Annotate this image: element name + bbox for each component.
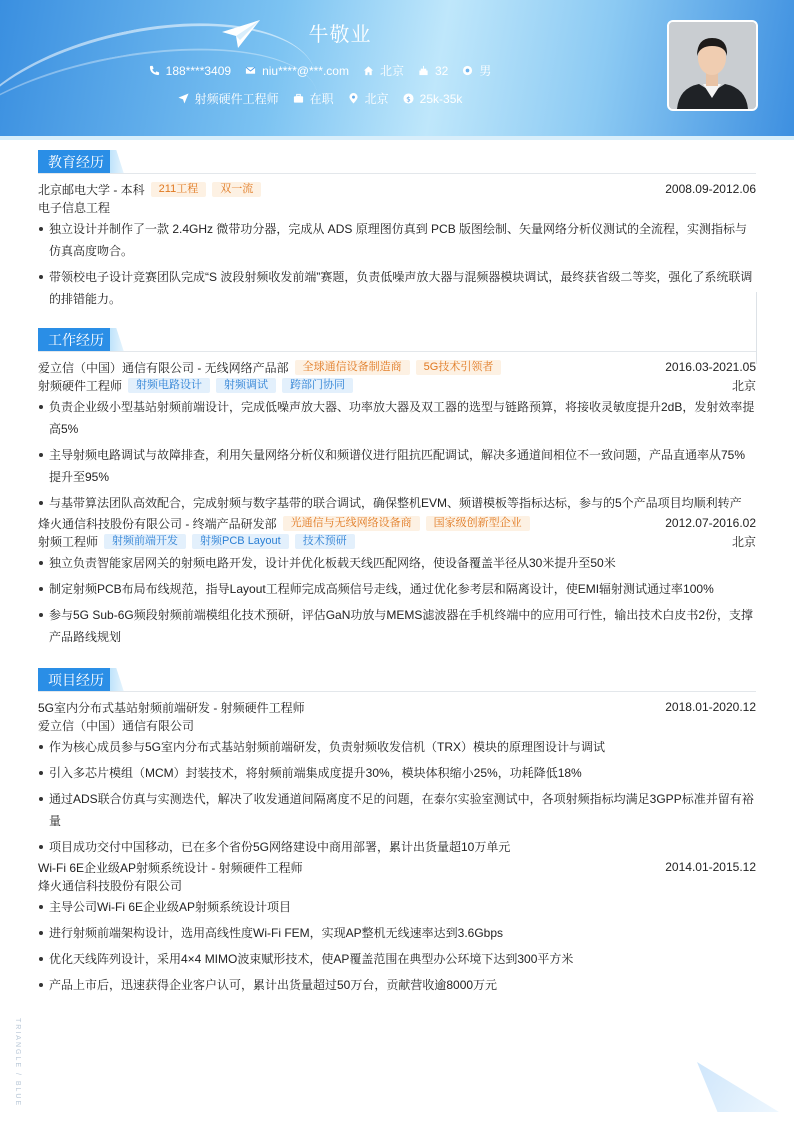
age-text: 32 [434,63,449,78]
skill-tag: 射频电路设计 [128,378,210,393]
list-item: 独立负责智能家居网关的射频电路开发，设计并优化板载天线匹配网络，使设备覆盖半径从30米提升至50米 [38,552,756,574]
entry-date: 2016.03-2021.05 [665,360,756,374]
project-title: 5G室内分布式基站射频前端研发 - 射频硬件工程师 [38,700,305,715]
job-intent-row [0,90,660,107]
entry-subheader-row [38,532,756,550]
skill-tag: 技术预研 [295,534,355,549]
list-item: 参与5G Sub-6G频段射频前端模组化技术预研，评估GaN功放与MEMS滤波器在手机终端中的应用可行性，输出技术白皮书2份，支撑产品路线规划 [38,604,756,648]
education-heading: 教育经历 [38,150,114,174]
entry-header-row [38,858,756,876]
phone-item [149,62,231,79]
target-job-item [178,90,279,107]
skill-tag: 射频调试 [216,378,276,393]
list-item: 主导公司Wi-Fi 6E企业级AP射频系统设计项目 [38,896,756,918]
project-company: 爱立信（中国）通信有限公司 [38,718,195,733]
heading-triangle-decor [110,668,124,692]
job-role: 射频硬件工程师 [38,378,123,393]
school-tag: 双一流 [212,182,261,197]
school-tag: 211工程 [151,182,207,197]
section-title [38,150,756,174]
entry-date: 2014.01-2015.12 [665,860,756,874]
entry-subheader-row [38,198,756,216]
company-tag: 5G技术引领者 [416,360,502,375]
company-tag: 国家级创新型企业 [426,516,530,531]
list-item: 独立设计并制作了一款 2.4GHz 微带功分器，完成从 ADS 原理图仿真到 PCB 版图绘制、矢量网络分析仪测试的全流程，实测指标与仿真高度吻合。 [38,218,756,262]
company-tag: 全球通信设备制造商 [295,360,410,375]
entry-header-row [38,698,756,716]
candidate-name: 牛敬业 [308,24,372,46]
gender-icon [462,65,473,76]
project-entry [38,858,756,996]
bullet-list [38,736,756,858]
svg-text:$: $ [405,94,411,104]
bullet-list [38,218,756,310]
mail-icon [245,65,256,76]
salary-text: 25k-35k [419,91,463,106]
school-name: 北京邮电大学 - 本科 [38,182,145,197]
phone-icon [149,65,160,76]
city-text: 北京 [379,64,404,78]
projects-section [38,668,756,1000]
skill-tag: 跨部门协同 [282,378,353,393]
skill-tag: 射频前端开发 [104,534,186,549]
list-item: 作为核心成员参与5G室内分布式基站射频前端研发，负责射频收发信机（TRX）模块的原理图设计与调试 [38,736,756,758]
person-avatar-icon [669,22,756,109]
heading-triangle-decor [110,328,124,352]
entry-subheader-row [38,716,756,734]
work-entry [38,358,756,514]
work-entry [38,514,756,648]
status-item [293,90,334,107]
list-item: 制定射频PCB布局布线规范，指导Layout工程师完成高频信号走线，通过优化参考层和隔离设计，使EMI辐射测试通过率100% [38,578,756,600]
bullet-list [38,552,756,648]
list-item: 项目成功交付中国移动，已在多个省份5G网络建设中商用部署，累计出货量超10万单元 [38,836,756,858]
target-job-text: 射频硬件工程师 [194,92,279,106]
project-entry [38,698,756,858]
work-section [38,328,756,652]
list-item: 带领校电子设计竞赛团队完成“S 波段射频收发前端”赛题，负责低噪声放大器与混频器模块调试，最终获省级二等奖，强化了系统联调的排错能力。 [38,266,756,310]
section-divider [38,351,756,352]
list-item: 优化天线阵列设计，采用4×4 MIMO波束赋形技术，使AP覆盖范围在典型办公环境下达到300平方米 [38,948,756,970]
entry-date: 2018.01-2020.12 [665,700,756,714]
list-item: 进行射频前端架构设计，选用高线性度Wi-Fi FEM，实现AP整机无线速率达到3.6Gbps [38,922,756,944]
entry-subheader-row [38,876,756,894]
corner-triangle-decor [697,1062,779,1112]
target-city-text: 北京 [364,92,389,106]
bullet-list [38,396,756,514]
entry-date: 2008.09-2012.06 [665,182,756,196]
major-name: 电子信息工程 [38,200,111,215]
section-divider [38,691,756,692]
email-item [245,62,349,79]
salary-item [403,90,463,107]
briefcase-icon [293,93,304,104]
bullet-list [38,896,756,996]
target-city-item [348,90,389,107]
entry-header-row [38,514,756,532]
education-entry [38,180,756,310]
watermark-text: TRIANGLE / BLUE [14,1018,21,1108]
contact-row [0,62,660,79]
heading-triangle-decor [110,150,124,174]
entry-header-row [38,358,756,376]
email-text: niu****@***.com [262,63,349,78]
section-title [38,328,756,352]
age-item [418,62,448,79]
gender-text: 男 [479,64,492,78]
company-name: 爱立信（中国）通信有限公司 - 无线网络产品部 [38,360,289,375]
job-location: 北京 [731,534,756,549]
list-item: 主导射频电路调试与故障排查，利用矢量网络分析仪和频谱仪进行阻抗匹配调试，解决多通道间相位不一致问题，产品直通率从75%提升至95% [38,444,756,488]
entry-subheader-row [38,376,756,394]
decor-vertical-line [756,292,757,364]
project-title: Wi-Fi 6E企业级AP射频系统设计 - 射频硬件工程师 [38,860,303,875]
header-bottom-stripe [0,136,794,140]
status-text: 在职 [309,92,334,106]
location-pin-icon [348,93,359,104]
profile-photo [667,20,758,111]
list-item: 通过ADS联合仿真与实测迭代，解决了收发通道间隔离度不足的问题，在泰尔实验室测试中，各项射频指标均满足3GPP标准并留有裕量 [38,788,756,832]
gender-item [462,62,491,79]
list-item: 引入多芯片模组（MCM）封装技术，将射频前端集成度提升30%，模块体积缩小25%，功耗降低18% [38,762,756,784]
entry-header-row [38,180,756,198]
city-item [363,62,404,79]
education-section [38,150,756,314]
company-tag: 光通信与无线网络设备商 [283,516,420,531]
home-icon [363,65,374,76]
money-icon [403,93,414,104]
job-location: 北京 [731,378,756,393]
list-item: 与基带算法团队高效配合，完成射频与数字基带的联合调试，确保整机EVM、频谱模板等指标达标，参与的5个产品项目均顺利转产 [38,492,756,514]
send-icon [178,93,189,104]
job-role: 射频工程师 [38,534,99,549]
project-company: 烽火通信科技股份有限公司 [38,878,183,893]
entry-date: 2012.07-2016.02 [665,516,756,530]
list-item: 负责企业级小型基站射频前端设计，完成低噪声放大器、功率放大器及双工器的选型与链路预算，将接收灵敏度提升2dB，发射效率提高5% [38,396,756,440]
section-title [38,668,756,692]
cake-icon [418,65,429,76]
section-divider [38,173,756,174]
company-name: 烽火通信科技股份有限公司 - 终端产品研发部 [38,516,277,531]
skill-tag: 射频PCB Layout [192,534,289,549]
work-heading: 工作经历 [38,328,114,352]
projects-heading: 项目经历 [38,668,114,692]
list-item: 产品上市后，迅速获得企业客户认可，累计出货量超过50万台，贡献营收逾8000万元 [38,974,756,996]
phone-text: 188****3409 [165,63,232,78]
